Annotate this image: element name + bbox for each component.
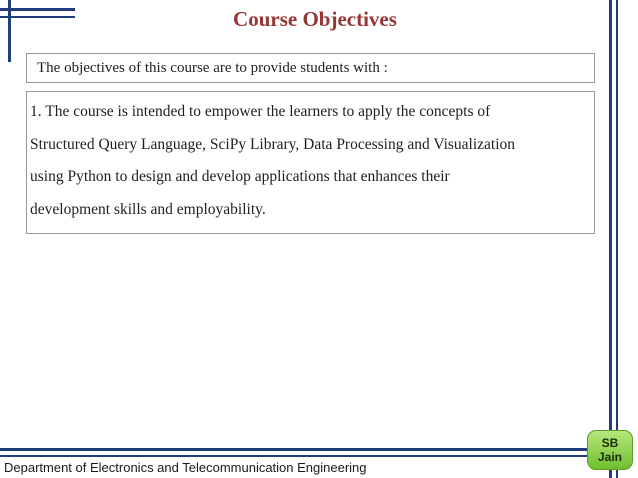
frame-line-top-2 xyxy=(0,16,75,18)
frame-line-right-2 xyxy=(616,0,618,478)
frame-line-bottom-2 xyxy=(0,455,612,457)
frame-line-right-1 xyxy=(609,0,612,478)
author-badge xyxy=(587,430,633,470)
objective-box xyxy=(26,91,595,234)
objective-line: Structured Query Language, SciPy Library, Data Processing and Visualization xyxy=(30,135,516,153)
intro-text: The objectives of this course are to provide students with : xyxy=(37,60,388,76)
frame-line-bottom-1 xyxy=(0,448,612,451)
intro-box xyxy=(26,53,595,83)
slide-title: Course Objectives xyxy=(233,7,397,31)
badge-line-2: Jain xyxy=(597,450,622,464)
frame-line-top-1 xyxy=(0,8,75,11)
objective-line: using Python to design and develop applications that enhances their xyxy=(30,168,450,185)
objective-text xyxy=(27,96,594,226)
badge-line-1: SB xyxy=(601,436,619,450)
footer-department: Department of Electronics and Telecommunication Engineering xyxy=(4,460,367,475)
objective-line: development skills and employability. xyxy=(30,200,266,218)
objective-line: 1. The course is intended to empower the learners to apply the concepts of xyxy=(30,103,491,120)
